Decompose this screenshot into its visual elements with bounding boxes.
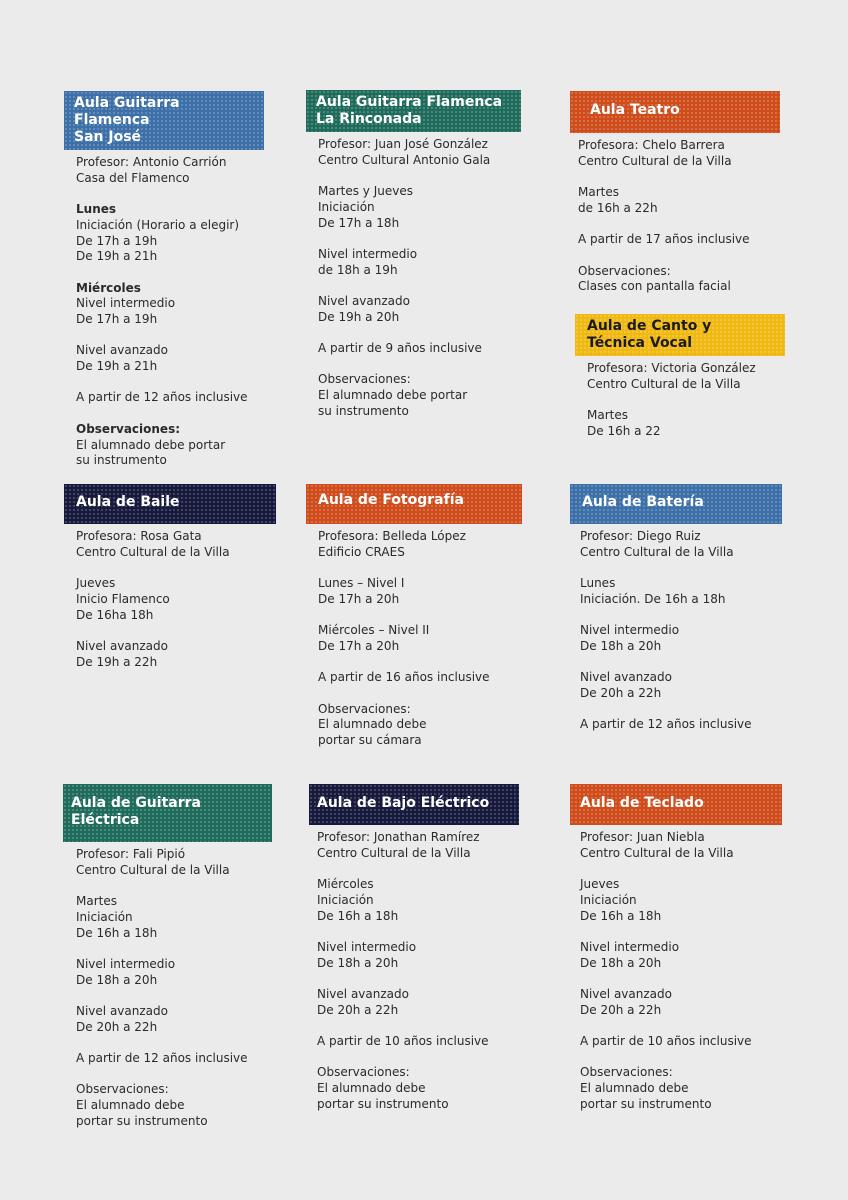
line-gap (580, 655, 810, 671)
card-line: Observaciones: (317, 1065, 410, 1080)
card-line: Profesor: Diego Ruiz (580, 529, 701, 543)
card-header (570, 784, 782, 825)
card-aula-guitarra-flamenca-la-rinconada (306, 90, 546, 420)
card-line: portar su instrumento (317, 1096, 449, 1111)
card-title-line: San José (74, 129, 142, 145)
card-line: A partir de 10 años inclusive (317, 1034, 489, 1049)
card-body (306, 132, 546, 420)
line-gap (317, 861, 549, 877)
card-line: Nivel intermedio (318, 246, 418, 261)
card-line: de 16h a 22h (578, 200, 658, 215)
card-header (309, 784, 519, 825)
card-line: De 16ha 18h (76, 607, 154, 622)
card-line: Inicio Flamenco (76, 591, 170, 606)
line-gap (580, 608, 810, 624)
card-line: Observaciones: (580, 1065, 673, 1080)
line-gap (318, 168, 546, 184)
card-line: Nivel avanzado (318, 293, 410, 308)
card-line: Nivel intermedio (76, 956, 176, 971)
card-line: Nivel avanzado (580, 670, 672, 685)
card-body (64, 150, 304, 469)
card-aula-de-bateria (570, 484, 810, 733)
card-line: De 17h a 20h (318, 638, 400, 653)
card-line: Centro Cultural de la Villa (578, 153, 732, 168)
card-line: El alumnado debe portar (318, 388, 468, 403)
card-line: Edificio CRAES (318, 544, 405, 559)
card-line: Iniciación. De 16h a 18h (580, 591, 726, 606)
card-header (306, 484, 522, 524)
card-title-line: Aula Guitarra Flamenca (316, 94, 503, 110)
card-body (64, 524, 304, 670)
card-line: Profesora: Chelo Barrera (578, 138, 725, 152)
card-aula-de-teclado (570, 784, 810, 1113)
card-body (63, 842, 303, 1130)
line-gap (318, 686, 546, 702)
line-gap (76, 375, 304, 391)
card-line: Centro Cultural de la Villa (587, 376, 741, 391)
card-body (306, 524, 546, 749)
card-header (306, 90, 521, 132)
line-gap (580, 1050, 810, 1066)
line-gap (76, 1067, 303, 1083)
card-line: Martes y Jueves (318, 184, 413, 199)
card-line: Nivel avanzado (580, 986, 672, 1001)
line-gap (76, 560, 304, 576)
card-aula-de-baile (64, 484, 304, 670)
line-gap (76, 186, 304, 202)
card-line: Centro Cultural de la Villa (580, 544, 734, 559)
line-gap (76, 1035, 303, 1051)
card-title-line: Aula de Bajo Eléctrico (317, 795, 490, 811)
line-gap (318, 231, 546, 247)
card-title-line: Aula de Guitarra Eléctrica (71, 795, 201, 828)
card-line: De 16h a 18h (76, 925, 158, 940)
line-gap (587, 392, 815, 408)
card-line: Profesor: Fali Pipió (76, 847, 186, 861)
card-line: A partir de 12 años inclusive (580, 717, 752, 732)
card-line: De 18h a 20h (580, 955, 662, 970)
card-line: de 18h a 19h (318, 262, 398, 277)
card-line: Profesor: Juan José González (318, 137, 488, 151)
card-line: Observaciones: (318, 372, 411, 387)
card-aula-de-fotografia (306, 484, 546, 749)
card-line: Profesora: Victoria González (587, 361, 756, 375)
line-gap (580, 702, 810, 718)
card-header (64, 484, 276, 524)
card-line: portar su instrumento (580, 1096, 712, 1111)
card-line: De 20h a 22h (580, 685, 662, 700)
card-line: Miércoles (317, 877, 374, 892)
card-line: Centro Cultural de la Villa (317, 845, 471, 860)
card-line: De 19h a 20h (318, 309, 400, 324)
card-header (575, 314, 785, 356)
card-line: Iniciación (76, 909, 133, 924)
line-gap (580, 861, 810, 877)
card-line: De 18h a 20h (317, 955, 399, 970)
card-line: De 17h a 19h (76, 312, 158, 326)
card-line: Lunes – Nivel I (318, 576, 405, 591)
card-line: Centro Cultural de la Villa (76, 862, 230, 877)
card-line: Profesora: Belleda López (318, 529, 466, 543)
card-line: A partir de 10 años inclusive (580, 1034, 752, 1049)
card-line: De 18h a 20h (580, 638, 662, 653)
card-line: Iniciación (318, 199, 375, 214)
line-gap (580, 924, 810, 940)
line-gap (76, 988, 303, 1004)
line-gap (318, 608, 546, 624)
card-line: De 19h a 21h (76, 249, 158, 264)
line-gap (76, 265, 304, 281)
card-line: De 17h a 19h (76, 233, 158, 248)
card-line: Clases con pantalla facial (578, 279, 731, 294)
card-line: A partir de 9 años inclusive (318, 341, 482, 356)
card-line: Iniciación (580, 892, 637, 907)
card-line: Nivel avanzado (76, 343, 168, 358)
card-header (570, 91, 780, 133)
line-gap (580, 971, 810, 987)
card-line: El alumnado debe (580, 1081, 689, 1096)
line-gap (318, 325, 546, 341)
card-body (575, 356, 815, 440)
card-line: Miércoles (76, 280, 141, 295)
line-gap (76, 623, 304, 639)
card-line: De 19h a 21h (76, 359, 158, 374)
card-line: Martes (76, 894, 117, 909)
card-line: su instrumento (76, 453, 167, 468)
card-line: Nivel intermedio (317, 939, 417, 954)
line-gap (76, 878, 303, 894)
card-line: El alumnado debe (317, 1081, 426, 1096)
card-aula-de-canto-y-tecnica-vocal (575, 314, 815, 440)
card-line: De 17h a 20h (318, 591, 400, 606)
line-gap (318, 655, 546, 671)
card-title-line: Aula de Teclado (580, 795, 704, 811)
card-line: A partir de 17 años inclusive (578, 232, 750, 247)
card-title-line: Técnica Vocal (587, 335, 693, 351)
card-title-line: La Rinconada (316, 111, 422, 127)
card-line: Lunes (580, 576, 616, 591)
line-gap (76, 941, 303, 957)
card-aula-guitarra-flamenca-san-jose (64, 91, 304, 469)
card-body (309, 825, 549, 1113)
card-header (63, 784, 272, 842)
card-header (570, 484, 782, 524)
line-gap (318, 278, 546, 294)
card-line: De 16h a 18h (580, 908, 662, 923)
card-line: Nivel intermedio (580, 939, 680, 954)
card-line: portar su instrumento (76, 1113, 208, 1128)
card-line: A partir de 12 años inclusive (76, 390, 248, 405)
card-line: Observaciones: (318, 701, 411, 716)
line-gap (317, 1050, 549, 1066)
card-line: El alumnado debe portar (76, 437, 226, 452)
card-line: A partir de 16 años inclusive (318, 670, 490, 685)
card-title-line: Aula de Batería (582, 494, 704, 510)
card-line: De 19h a 22h (76, 654, 158, 669)
card-line: Nivel intermedio (580, 623, 680, 638)
card-line: Jueves (580, 877, 620, 892)
card-line: Miércoles – Nivel II (318, 623, 430, 638)
line-gap (318, 357, 546, 373)
line-gap (578, 169, 810, 185)
line-gap (580, 1018, 810, 1034)
card-line: Profesor: Jonathan Ramírez (317, 830, 480, 844)
line-gap (317, 1018, 549, 1034)
card-line: De 20h a 22h (76, 1019, 158, 1034)
card-aula-teatro (570, 91, 810, 295)
card-line: Nivel avanzado (317, 986, 409, 1001)
card-line: Centro Cultural de la Villa (76, 544, 230, 559)
card-line: Jueves (76, 576, 116, 591)
line-gap (317, 924, 549, 940)
card-title-line: Aula de Canto y (587, 318, 712, 334)
card-title-line: Aula de Baile (76, 494, 180, 510)
card-title-line: Aula Teatro (590, 102, 680, 118)
card-line: De 17h a 18h (318, 215, 400, 230)
card-line: Observaciones: (578, 263, 671, 278)
card-aula-de-bajo-electrico (309, 784, 549, 1113)
card-line: De 20h a 22h (317, 1002, 399, 1017)
card-line: El alumnado debe (76, 1098, 185, 1113)
line-gap (580, 560, 810, 576)
card-body (570, 524, 810, 733)
card-line: Nivel intermedio (76, 296, 176, 311)
card-body (570, 825, 810, 1113)
card-line: Nivel avanzado (76, 638, 168, 653)
card-line: Casa del Flamenco (76, 170, 190, 185)
card-title-line: Aula de Fotografía (318, 492, 464, 508)
card-line: su instrumento (318, 403, 409, 418)
card-line: portar su cámara (318, 733, 422, 748)
card-line: Martes (587, 408, 628, 423)
card-line: Centro Cultural Antonio Gala (318, 152, 491, 167)
card-line: Profesor: Juan Niebla (580, 830, 705, 844)
card-line: El alumnado debe (318, 717, 427, 732)
card-line: De 16h a 22 (587, 423, 661, 438)
card-line: Martes (578, 185, 619, 200)
card-line: Observaciones: (76, 421, 181, 436)
card-line: Iniciación (Horario a elegir) (76, 217, 240, 232)
card-line: A partir de 12 años inclusive (76, 1051, 248, 1066)
card-line: De 16h a 18h (317, 908, 399, 923)
card-body (570, 133, 810, 295)
card-header (64, 91, 264, 150)
card-line: Observaciones: (76, 1082, 169, 1097)
card-line: Nivel avanzado (76, 1003, 168, 1018)
line-gap (578, 248, 810, 264)
line-gap (578, 217, 810, 233)
card-line: Profesora: Rosa Gata (76, 529, 202, 543)
line-gap (76, 328, 304, 344)
card-line: De 18h a 20h (76, 972, 158, 987)
card-line: Centro Cultural de la Villa (580, 845, 734, 860)
card-aula-de-guitarra-electrica (63, 784, 303, 1130)
line-gap (317, 971, 549, 987)
line-gap (76, 406, 304, 422)
line-gap (318, 560, 546, 576)
card-line: De 20h a 22h (580, 1002, 662, 1017)
card-line: Lunes (76, 202, 117, 217)
card-title-line: Aula Guitarra Flamenca (74, 95, 180, 128)
card-line: Iniciación (317, 892, 374, 907)
card-line: Profesor: Antonio Carrión (76, 155, 227, 169)
